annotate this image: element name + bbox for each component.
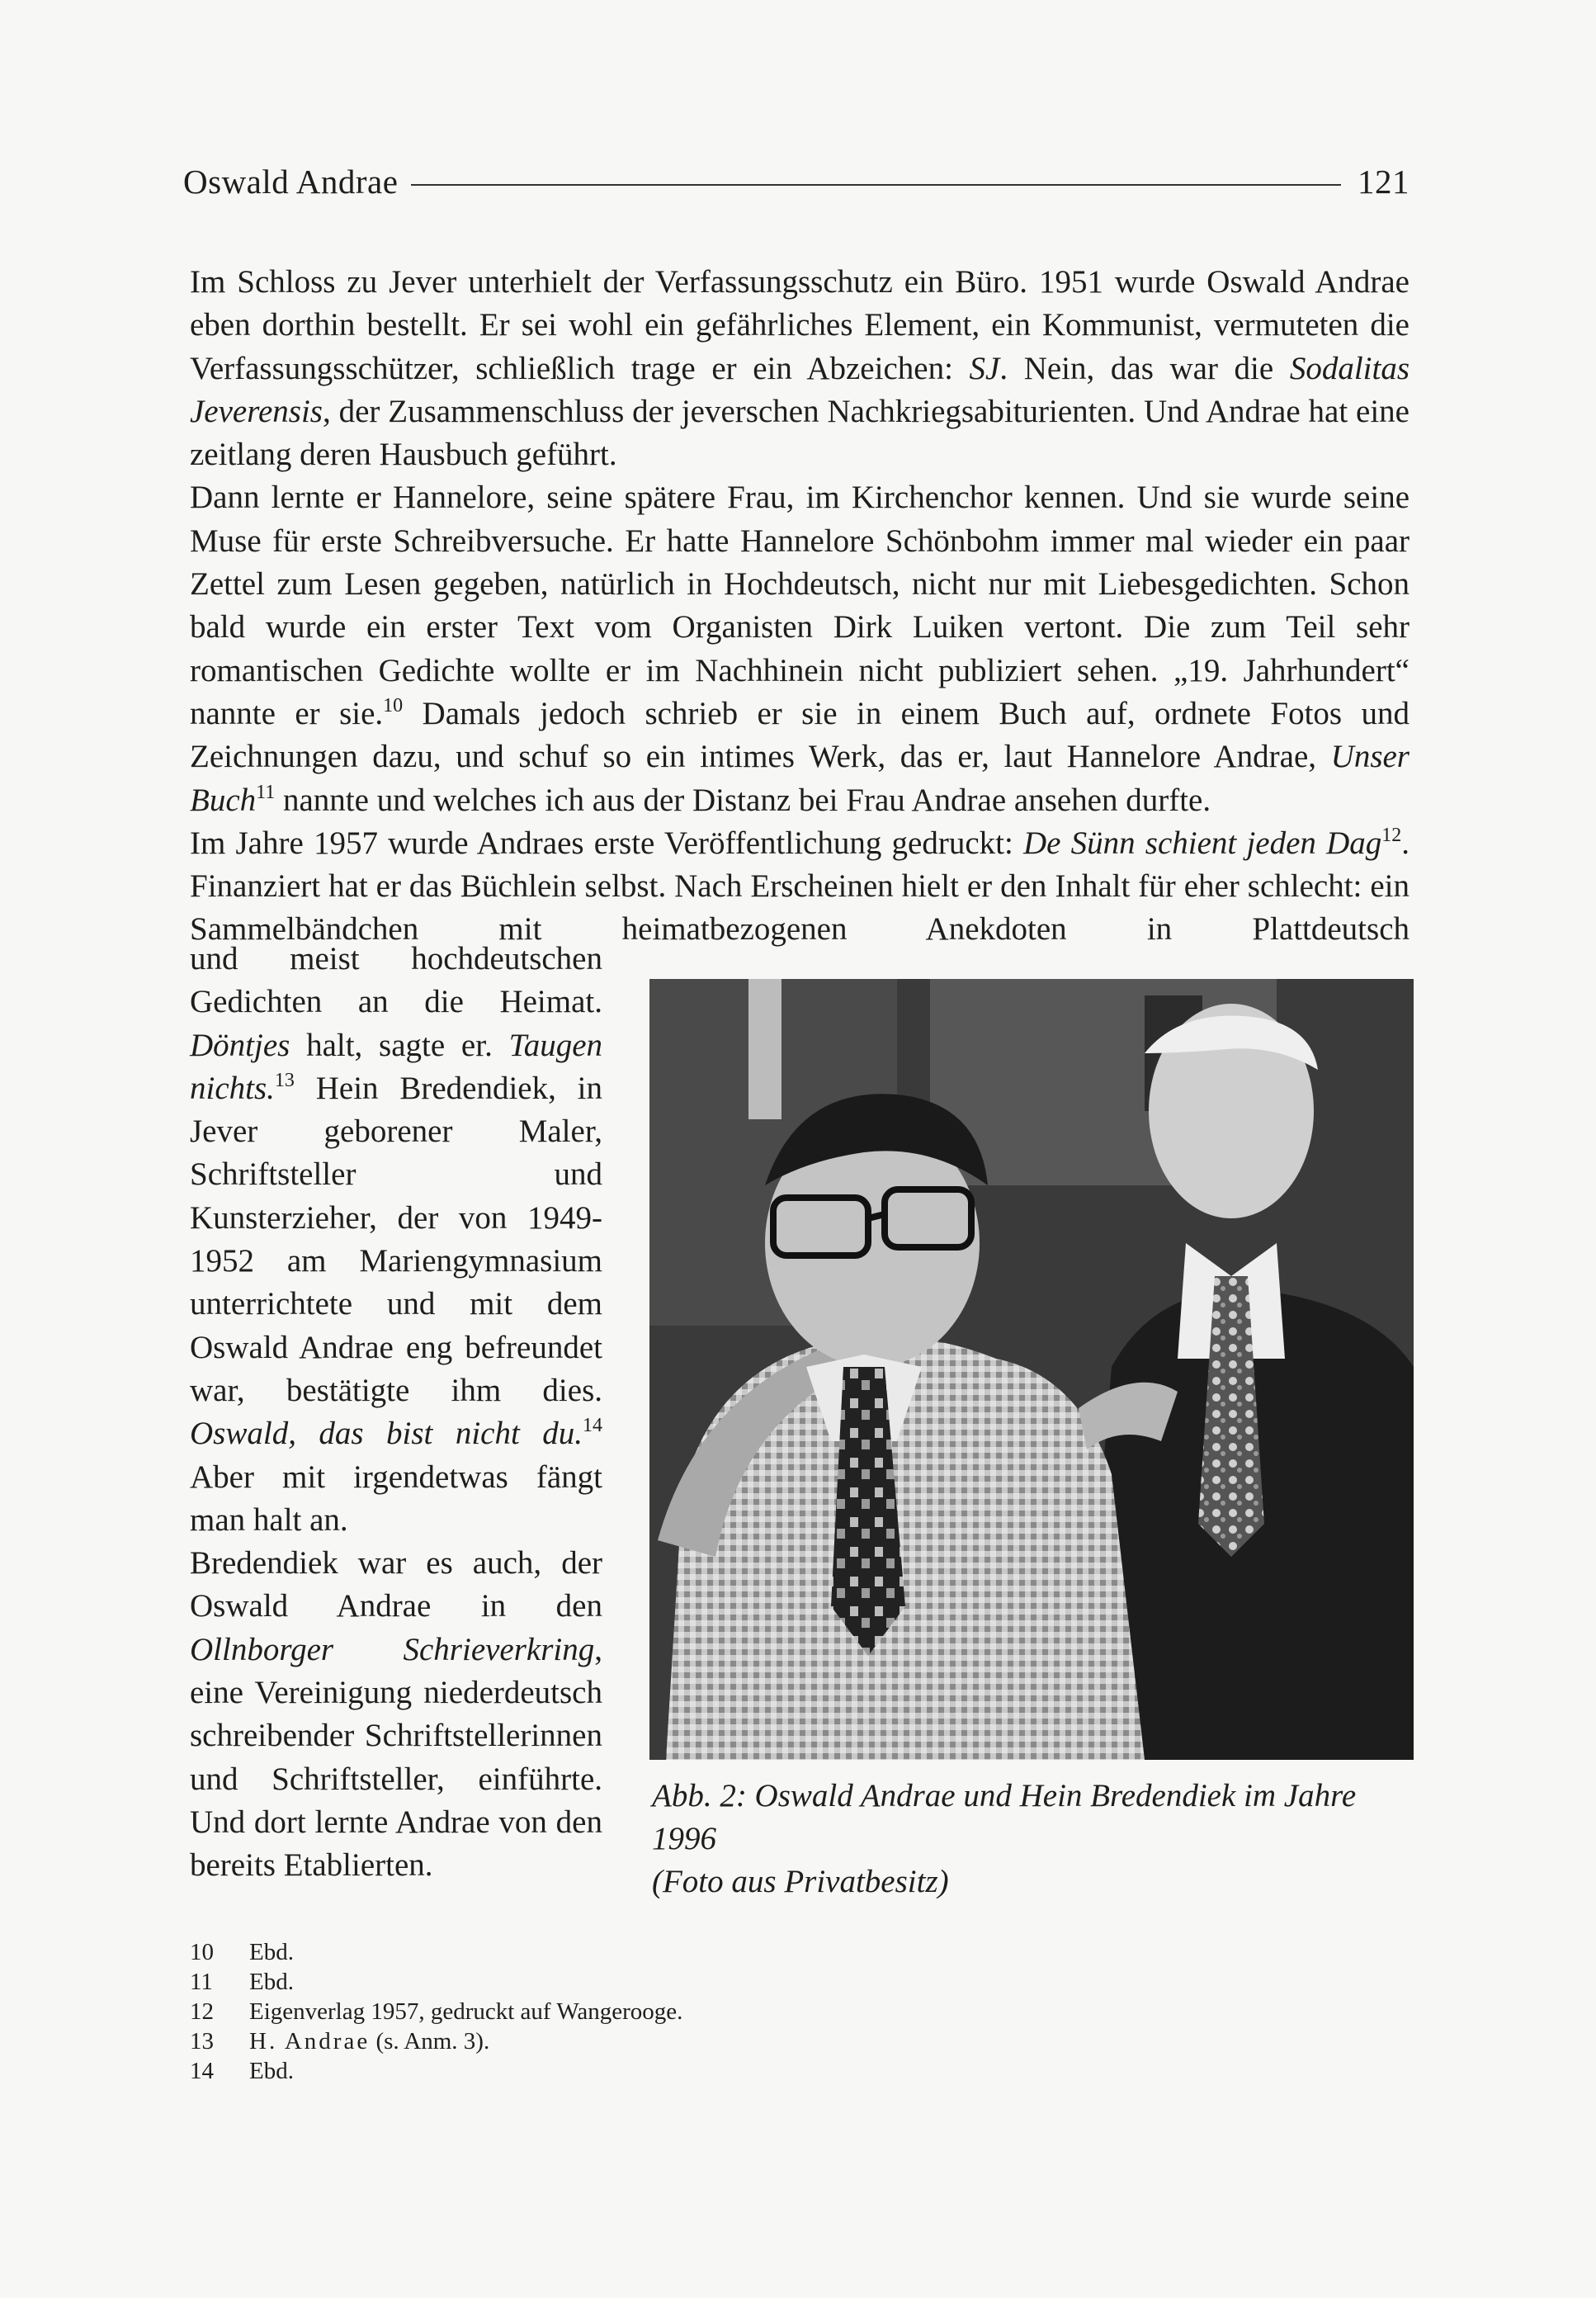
footnote-ref-14[interactable]: 14 xyxy=(583,1415,602,1437)
footnote-14: 14 Ebd. xyxy=(190,2058,294,2084)
paragraph-1: Im Schloss zu Jever unterhielt der Verfassungsschutz ein Büro. 1951 wurde Oswald Andrae eben dorthin bestellt. Er sei wohl ein gefährliches Element, ein Kommunist, vermuteten die Verfassungsschützer, schließlich trage er ein Abzeichen: SJ. Nein, das war die Sodalitas Jeverensis, der Zusammenschluss der jeverschen Nachkriegsabiturienten. Und Andrae hat eine zeitlang deren Hausbuch geführt. xyxy=(190,264,1409,473)
footnote-13: 13 H. Andrae (s. Anm. 3). xyxy=(190,2028,490,2054)
footnote-ref-12[interactable]: 12 xyxy=(1381,824,1402,846)
figure-caption xyxy=(652,1775,1419,1903)
footnote-11: 11 Ebd. xyxy=(190,1969,294,1995)
paragraph-2: Dann lernte er Hannelore, seine spätere Frau, im Kirchenchor kennen. Und sie wurde seine Muse für erste Schreibversuche. Er hatte Hannelore Schönbohm immer mal wieder ein paar Zettel zum Lesen gegeben, natürlich in Hochdeutsch, nicht nur mit Liebesgedichten. Schon bald wurde ein erster Text vom Organisten Dirk Luiken vertont. Die zum Teil sehr romantischen Gedichte wollte er im Nachhinein nicht publiziert sehen. „19. Jahrhundert“ nannte er sie.$^{10}$ Damals jedoch schrieb er sie in einem Buch auf, ordnete Fotos und Zeichnungen dazu, und schuf so ein intimes Werk, das er, laut Hannelore Andrae, Unser Buch$^{11}$ nannte und welches ich aus der Distanz bei Frau Andrae ansehen durfte. xyxy=(190,480,1409,818)
running-title: Oswald Andrae xyxy=(183,163,399,201)
footnote-ref-13[interactable]: 13 xyxy=(274,1069,295,1091)
main-text xyxy=(190,261,1409,952)
page-number: 121 xyxy=(1358,163,1409,201)
footnote-10: 10 Ebd. xyxy=(190,1939,294,1965)
paragraph-3-continued: und meist hochdeutschen Gedichten an die Heimat. Döntjes halt, sagte er. Taugen nichts.$^{13}$ Hein Bredendiek, in Jever geborener Maler, Schriftsteller und Kunsterzieher, der von 1949-1952 am Mariengymnasium unterrichtete und mit dem Oswald Andrae eng befreundet war, bestätigte ihm dies. Oswald, das bist nicht du.$^{14}$ Aber mit irgendetwas fängt man halt an. xyxy=(190,941,602,1538)
footnote-ref-10[interactable]: 10 xyxy=(383,694,404,716)
photo-illustration xyxy=(649,979,1414,1760)
header-rule xyxy=(411,184,1341,186)
figure-photo xyxy=(649,979,1414,1760)
footnote-ref-11[interactable]: 11 xyxy=(256,781,276,803)
side-column-text xyxy=(190,938,602,1888)
paragraph-4: Bredendiek war es auch, der Oswald Andrae in den Ollnborger Schrieverkring, eine Vereinigung niederdeutsch schreibender Schriftstellerinnen und Schriftsteller, einführte. Und dort lernte Andrae von den bereits Etablierten. xyxy=(190,1545,602,1884)
footnotes xyxy=(190,1937,1015,2086)
running-header xyxy=(183,157,1409,206)
caption-line-2: (Foto aus Privatbesitz) xyxy=(652,1864,949,1899)
paragraph-3: Im Jahre 1957 wurde Andraes erste Veröffentlichung gedruckt: De Sünn schient jeden Dag$^{12}$. Finanziert hat er das Büchlein selbst. Nach Erscheinen hielt er den Inhalt für eher schlecht: ein Sammelbändchen mit heimatbezogenen Anekdoten in Plattdeutsch xyxy=(190,824,1409,948)
caption-line-1: Abb. 2: Oswald Andrae und Hein Bredendiek im Jahre 1996 xyxy=(652,1778,1357,1856)
footnote-12: 12 Eigenverlag 1957, gedruckt auf Wangerooge. xyxy=(190,1998,683,2025)
